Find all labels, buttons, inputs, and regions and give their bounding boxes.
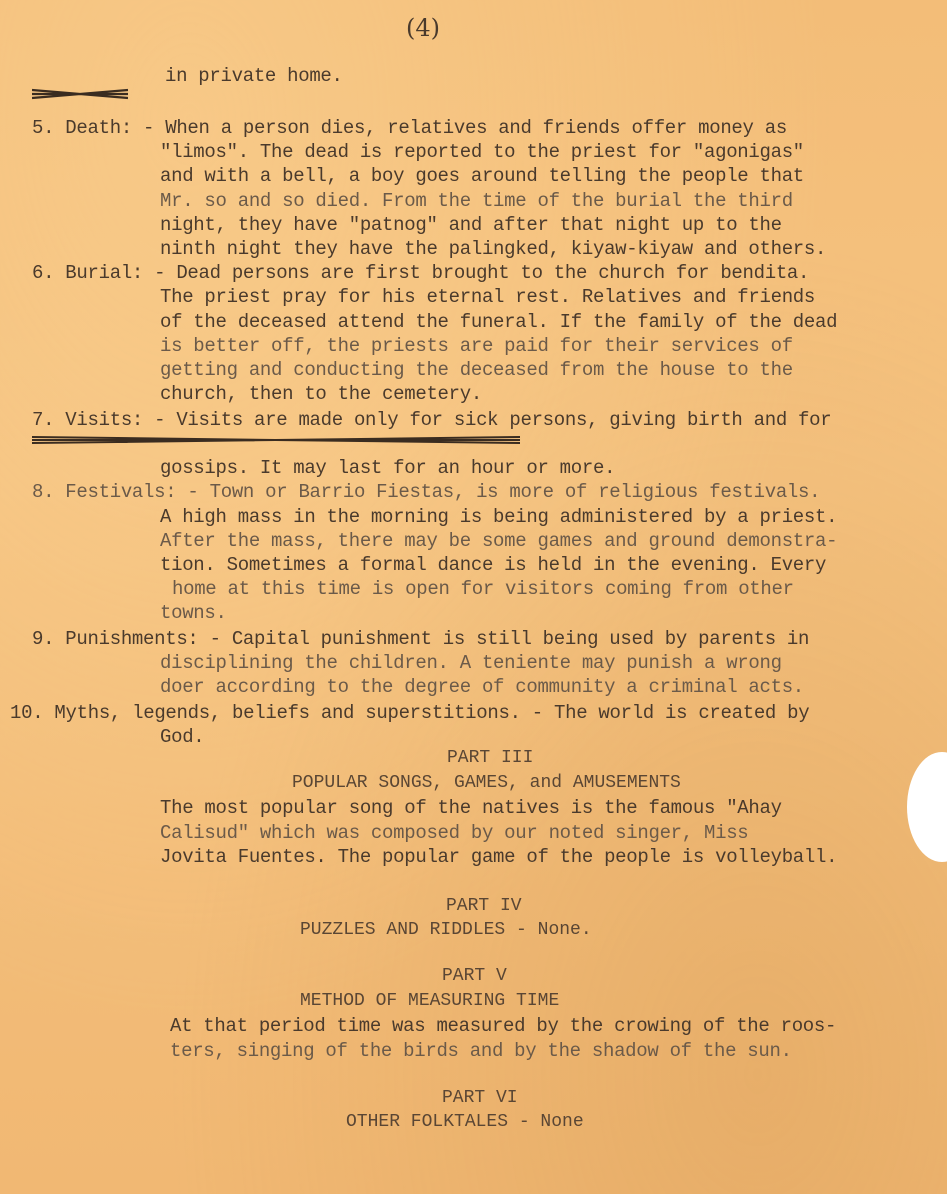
text-line: A high mass in the morning is being administered by a priest.	[160, 506, 838, 528]
page-number: (4)	[406, 14, 440, 42]
section-heading: PART IV	[446, 896, 522, 916]
section-heading: PART VI	[442, 1088, 518, 1108]
strikethrough-mark	[32, 432, 520, 448]
page-tear	[907, 752, 947, 862]
text-line: After the mass, there may be some games and ground demonstra-	[160, 530, 838, 552]
section-title: PUZZLES AND RIDDLES - None.	[300, 920, 592, 940]
text-line: and with a bell, a boy goes around telling the people that	[160, 165, 804, 187]
text-line: getting and conducting the deceased from the house to the	[160, 359, 793, 381]
text-line: night, they have "patnog" and after that night up to the	[160, 214, 782, 236]
text-line: The most popular song of the natives is the famous "Ahay	[160, 797, 782, 819]
section-title: METHOD OF MEASURING TIME	[300, 991, 560, 1011]
text-line: 10. Myths, legends, beliefs and superstitions. - The world is created by	[10, 702, 810, 724]
section-title: OTHER FOLKTALES - None	[346, 1112, 584, 1132]
text-line: 7. Visits: - Visits are made only for sick persons, giving birth and for	[32, 409, 832, 431]
text-line: disciplining the children. A teniente may punish a wrong	[160, 652, 782, 674]
text-line: 6. Burial: - Dead persons are first brought to the church for bendita.	[32, 262, 810, 284]
text-line: ninth night they have the palingked, kiyaw-kiyaw and others.	[160, 238, 827, 260]
section-title: POPULAR SONGS, GAMES, and AMUSEMENTS	[292, 773, 681, 793]
text-line: God.	[160, 726, 205, 748]
section-heading: PART III	[447, 748, 534, 768]
text-line: doer according to the degree of community a criminal acts.	[160, 676, 804, 698]
text-line: 5. Death: - When a person dies, relatives and friends offer money as	[32, 117, 787, 139]
text-line: church, then to the cemetery.	[160, 383, 482, 405]
text-line: 8. Festivals: - Town or Barrio Fiestas, is more of religious festivals.	[32, 481, 821, 503]
strikethrough-mark	[32, 86, 128, 102]
text-line: is better off, the priests are paid for their services of	[160, 335, 793, 357]
text-line: of the deceased attend the funeral. If the family of the dead	[160, 311, 838, 333]
text-line: "limos". The dead is reported to the priest for "agonigas"	[160, 141, 804, 163]
text-line: At that period time was measured by the crowing of the roos-	[170, 1015, 837, 1037]
text-line: 9. Punishments: - Capital punishment is still being used by parents in	[32, 628, 810, 650]
text-line: towns.	[160, 602, 227, 624]
text-line: home at this time is open for visitors coming from other	[172, 578, 794, 600]
text-line: ters, singing of the birds and by the shadow of the sun.	[170, 1040, 792, 1062]
section-heading: PART V	[442, 966, 507, 986]
text-line: gossips. It may last for an hour or more.	[160, 457, 616, 479]
text-line: in private home.	[165, 65, 343, 87]
text-line: The priest pray for his eternal rest. Relatives and friends	[160, 286, 816, 308]
text-line: tion. Sometimes a formal dance is held in the evening. Every	[160, 554, 827, 576]
text-line: Mr. so and so died. From the time of the burial the third	[160, 190, 793, 212]
text-line: Calisud" which was composed by our noted singer, Miss	[160, 822, 749, 844]
text-line: Jovita Fuentes. The popular game of the people is volleyball.	[160, 846, 838, 868]
